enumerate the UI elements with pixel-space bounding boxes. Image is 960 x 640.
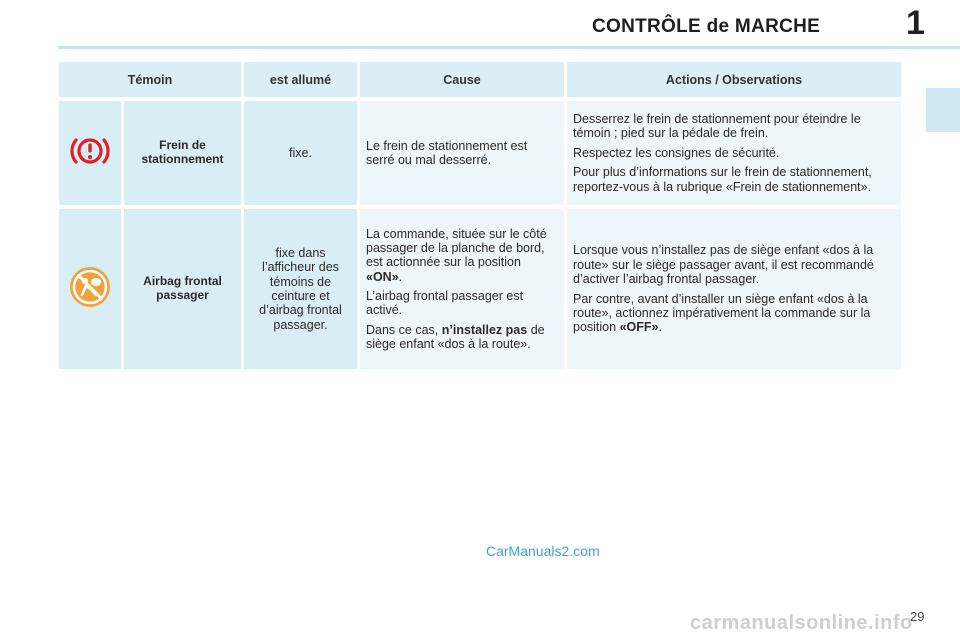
warning-emphasis: n’installez pas (441, 322, 528, 337)
column-header-actions: Actions / Observations (567, 62, 901, 101)
page-title: CONTRÔLE de MARCHE (592, 16, 821, 37)
parking-brake-warning-icon (68, 133, 112, 172)
table-header-row (59, 62, 901, 101)
action-text-end: . (658, 320, 662, 335)
lit-state: fixe. (244, 101, 357, 209)
action-text-part: Par contre, avant d’installer un siège enfant «dos à la route», actionnez impérativement la commande sur la position (573, 291, 871, 335)
off-position-label: «OFF» (619, 320, 659, 335)
action-text: Desserrez le frein de stationnement pour éteindre le témoin ; pied sur la pédale de frein. (573, 112, 861, 141)
action-text: Pour plus d’informations sur le frein de stationnement, reportez-vous à la rubrique «Frein de stationnement». (573, 165, 872, 194)
icon-cell (59, 209, 121, 373)
action-text: Respectez les consignes de sécurité. (573, 145, 780, 160)
warning-lights-table (56, 62, 904, 373)
cause-text-part: Dans ce cas, (366, 322, 439, 337)
column-header-temoin: Témoin (59, 62, 241, 101)
cause-text-end: . (398, 269, 403, 284)
header-divider (58, 46, 960, 49)
action-text: Lorsque vous n’installez pas de siège enfant «dos à la route» sur le siège passager avant, il est recommandé d’activer l’airbag frontal passager. (573, 243, 874, 287)
actions-cell (567, 101, 901, 209)
column-header-lit: est allumé (244, 62, 357, 101)
lit-state: fixe dans l’afficheur des témoins de ceinture et d’airbag frontal passager. (244, 209, 357, 373)
on-position-label: «ON» (366, 269, 399, 284)
chapter-number: 1 (906, 4, 925, 42)
watermark-link[interactable]: CarManuals2.com (486, 543, 600, 559)
cause-text: Le frein de stationnement est serré ou mal desserré. (366, 138, 528, 167)
table-row (59, 101, 901, 209)
cause-text (366, 227, 558, 285)
warning-name: Frein de stationnement (124, 101, 241, 209)
page-number: 29 (910, 609, 925, 624)
passenger-airbag-off-icon (68, 265, 112, 312)
action-text (573, 292, 895, 335)
icon-cell (59, 101, 121, 209)
watermark-text: carmanualsonline.info (690, 612, 913, 634)
cause-text: L’airbag frontal passager est activé. (366, 289, 524, 318)
actions-cell (567, 209, 901, 373)
cause-cell (360, 209, 564, 373)
cause-text (366, 323, 558, 352)
warning-name: Airbag frontal passager (124, 209, 241, 373)
cause-text-end: de siège enfant «dos à la route». (366, 322, 545, 352)
column-header-cause: Cause (360, 62, 564, 101)
cause-cell (360, 101, 564, 209)
cause-text-part: La commande, située sur le côté passager de la planche de bord, est actionnée sur la position (366, 226, 547, 270)
chapter-side-tab (926, 88, 960, 132)
table-row (59, 209, 901, 373)
